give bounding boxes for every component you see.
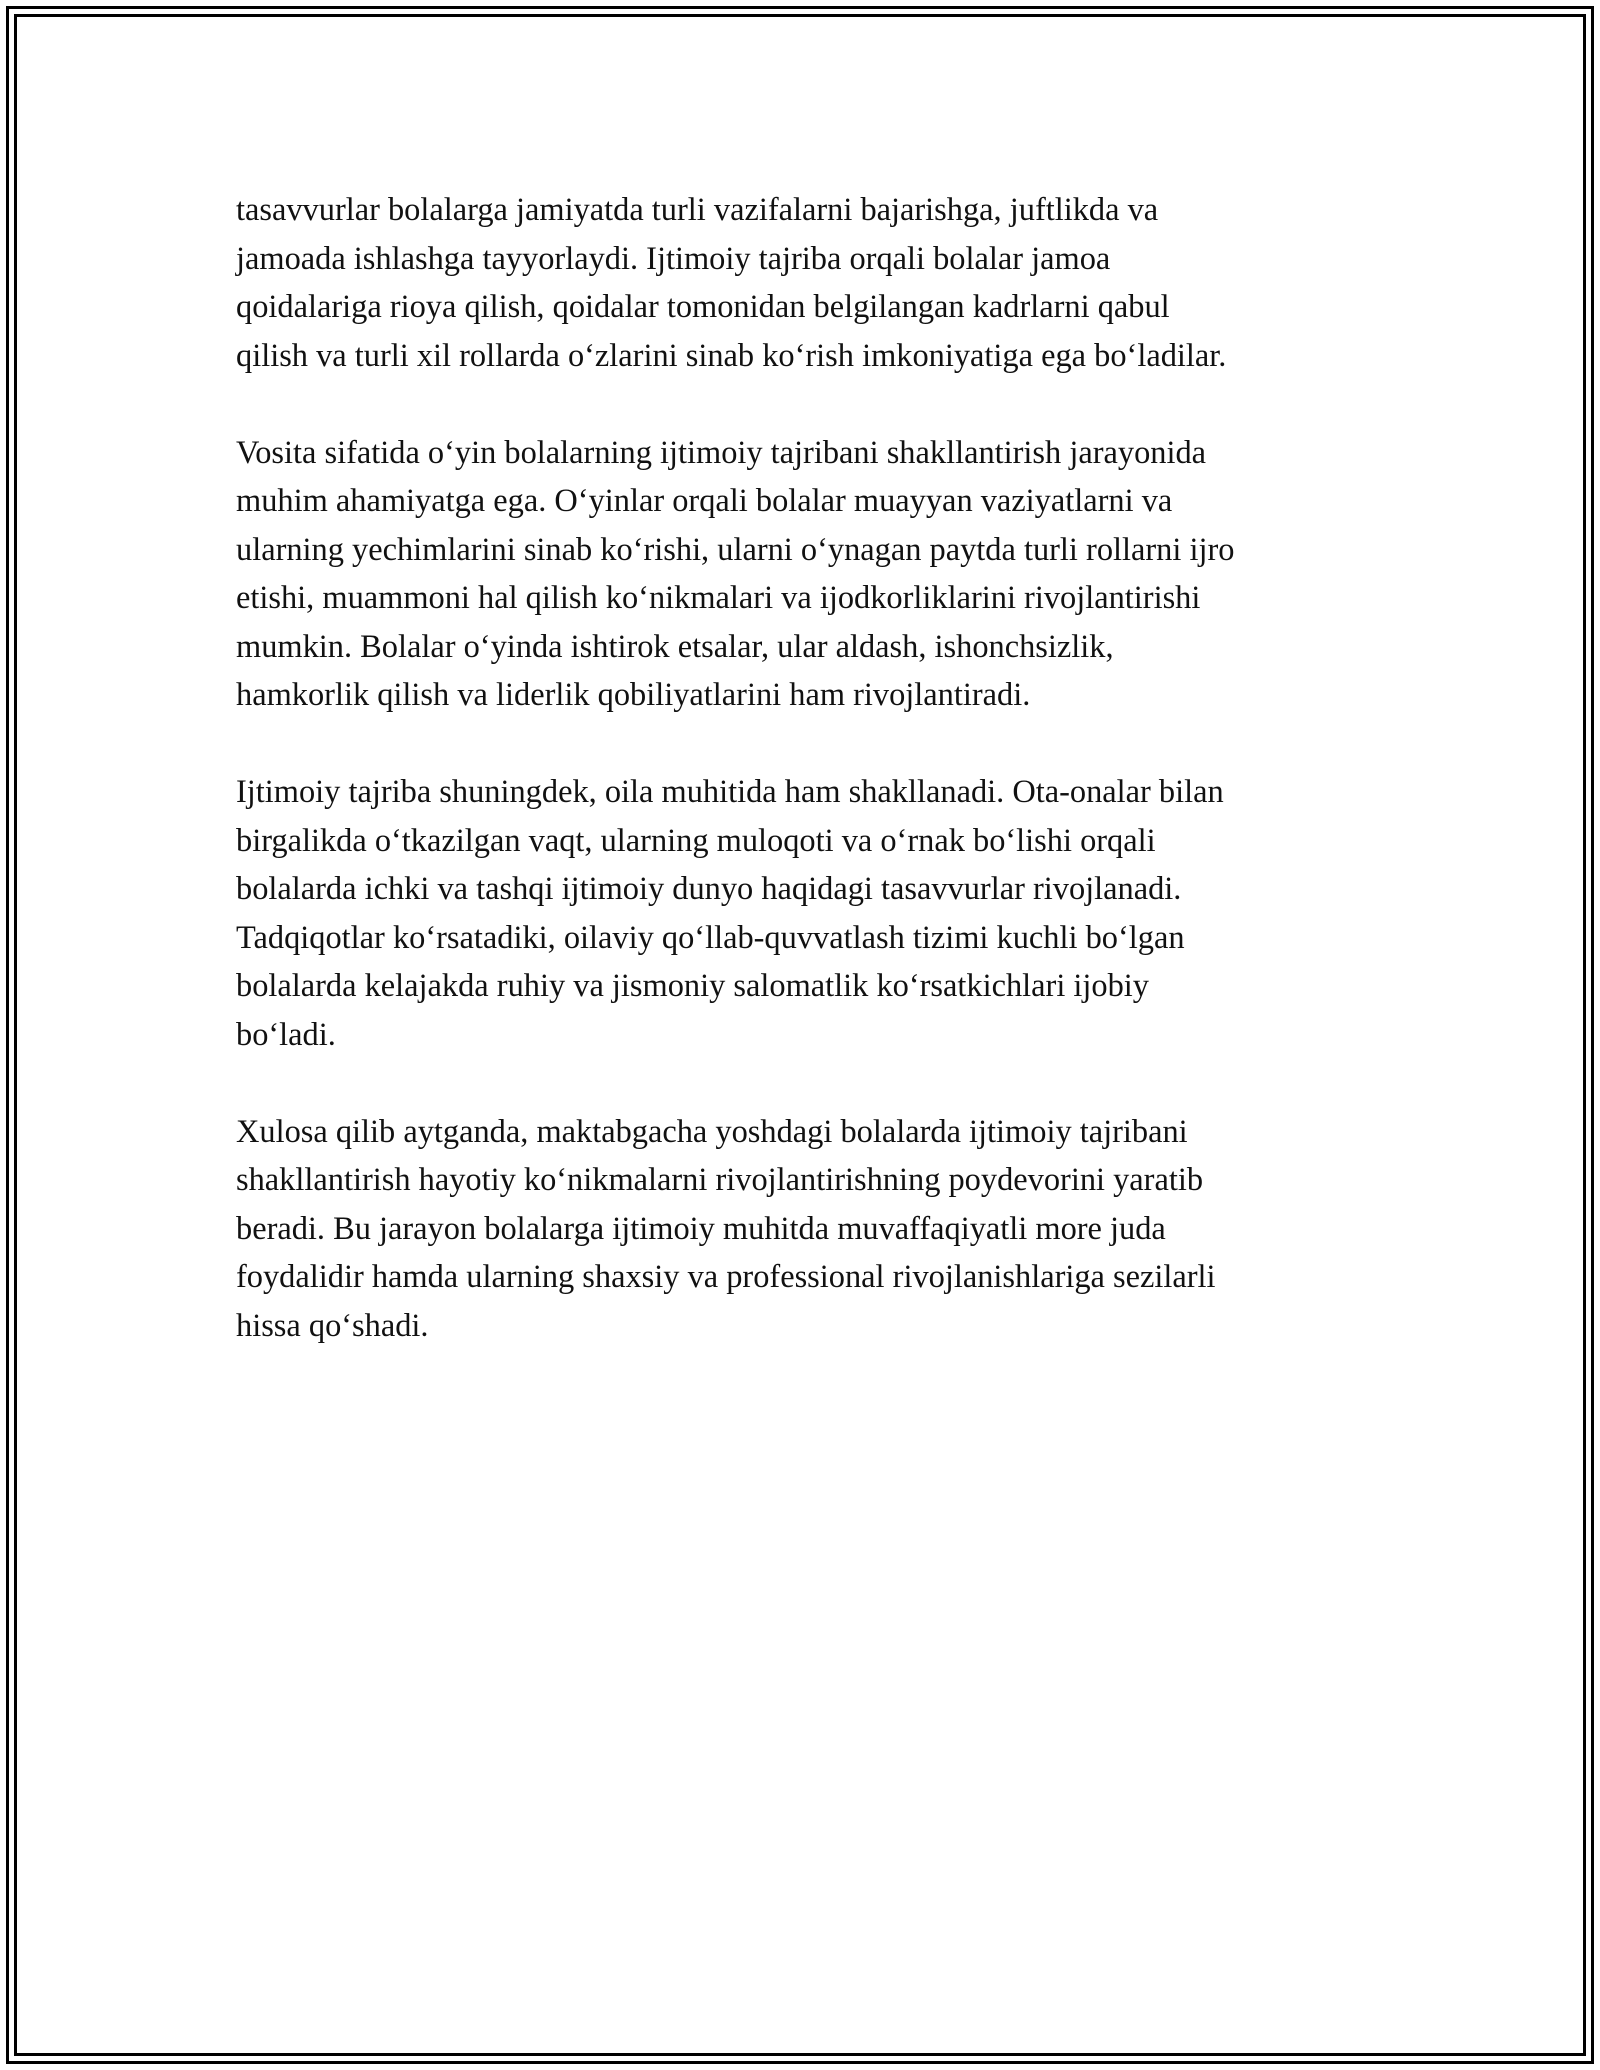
text-line: Ijtimoiy tajriba shuningdek, oila muhitida ham shakllanadi. Ota-onalar bilan (236, 774, 1224, 810)
paragraph-social-roles (236, 186, 1378, 380)
text-line: etishi, muammoni hal qilish ko‘nikmalari va ijodkorliklarini rivojlantirishi (236, 580, 1201, 616)
text-line: bo‘ladi. (236, 1016, 336, 1053)
text-line: hamkorlik qilish va liderlik qobiliyatlarini ham rivojlantiradi. (236, 677, 1031, 713)
text-line: birgalikda o‘tkazilgan vaqt, ularning muloqoti va o‘rnak bo‘lishi orqali (236, 822, 1156, 859)
text-line: ularning yechimlarini sinab ko‘rishi, ularni o‘ynagan paytda turli rollarni ijro (236, 531, 1235, 568)
text-line: beradi. Bu jarayon bolalarga ijtimoiy muhitda muvaffaqiyatli more juda (236, 1210, 1166, 1247)
text-line: qoidalariga rioya qilish, qoidalar tomonidan belgilangan kadrlarni qabul (236, 289, 1170, 325)
text-line: shakllantirish hayotiy ko‘nikmalarni rivojlantirishning poydevorini yaratib (236, 1162, 1204, 1198)
text-line: hissa qo‘shadi. (236, 1307, 429, 1344)
text-line: mumkin. Bolalar o‘yinda ishtirok etsalar, ular aldash, ishonchsizlik, (236, 628, 1114, 665)
text-line: foydalidir hamda ularning shaxsiy va professional rivojlanishlariga sezilarli (236, 1259, 1216, 1295)
paragraph-family-environment (236, 768, 1378, 1059)
text-line: muhim ahamiyatga ega. O‘yinlar orqali bolalar muayyan vaziyatlarni va (236, 483, 1173, 519)
text-line: qilish va turli xil rollarda o‘zlarini sinab ko‘rish imkoniyatiga ega bo‘ladilar. (236, 337, 1227, 374)
text-line: Xulosa qilib aytganda, maktabgacha yoshdagi bolalarda ijtimoiy tajribani (236, 1113, 1188, 1150)
document-body (236, 186, 1378, 1399)
text-line: Vosita sifatida o‘yin bolalarning ijtimoiy tajribani shakllantirish jarayonida (236, 434, 1207, 471)
text-line: bolalarda ichki va tashqi ijtimoiy dunyo haqidagi tasavvurlar rivojlanadi. (236, 871, 1182, 907)
text-line: bolalarda kelajakda ruhiy va jismoniy salomatlik ko‘rsatkichlari ijobiy (236, 968, 1149, 1004)
text-line: Tadqiqotlar ko‘rsatadiki, oilaviy qo‘llab-quvvatlash tizimi kuchli bo‘lgan (236, 919, 1185, 956)
text-line: tasavvurlar bolalarga jamiyatda turli vazifalarni bajarishga, juftlikda va (236, 192, 1159, 228)
paragraph-conclusion (236, 1108, 1378, 1351)
paragraph-play-as-tool (236, 429, 1378, 720)
text-line: jamoada ishlashga tayyorlaydi. Ijtimoiy tajriba orqali bolalar jamoa (236, 240, 1111, 277)
